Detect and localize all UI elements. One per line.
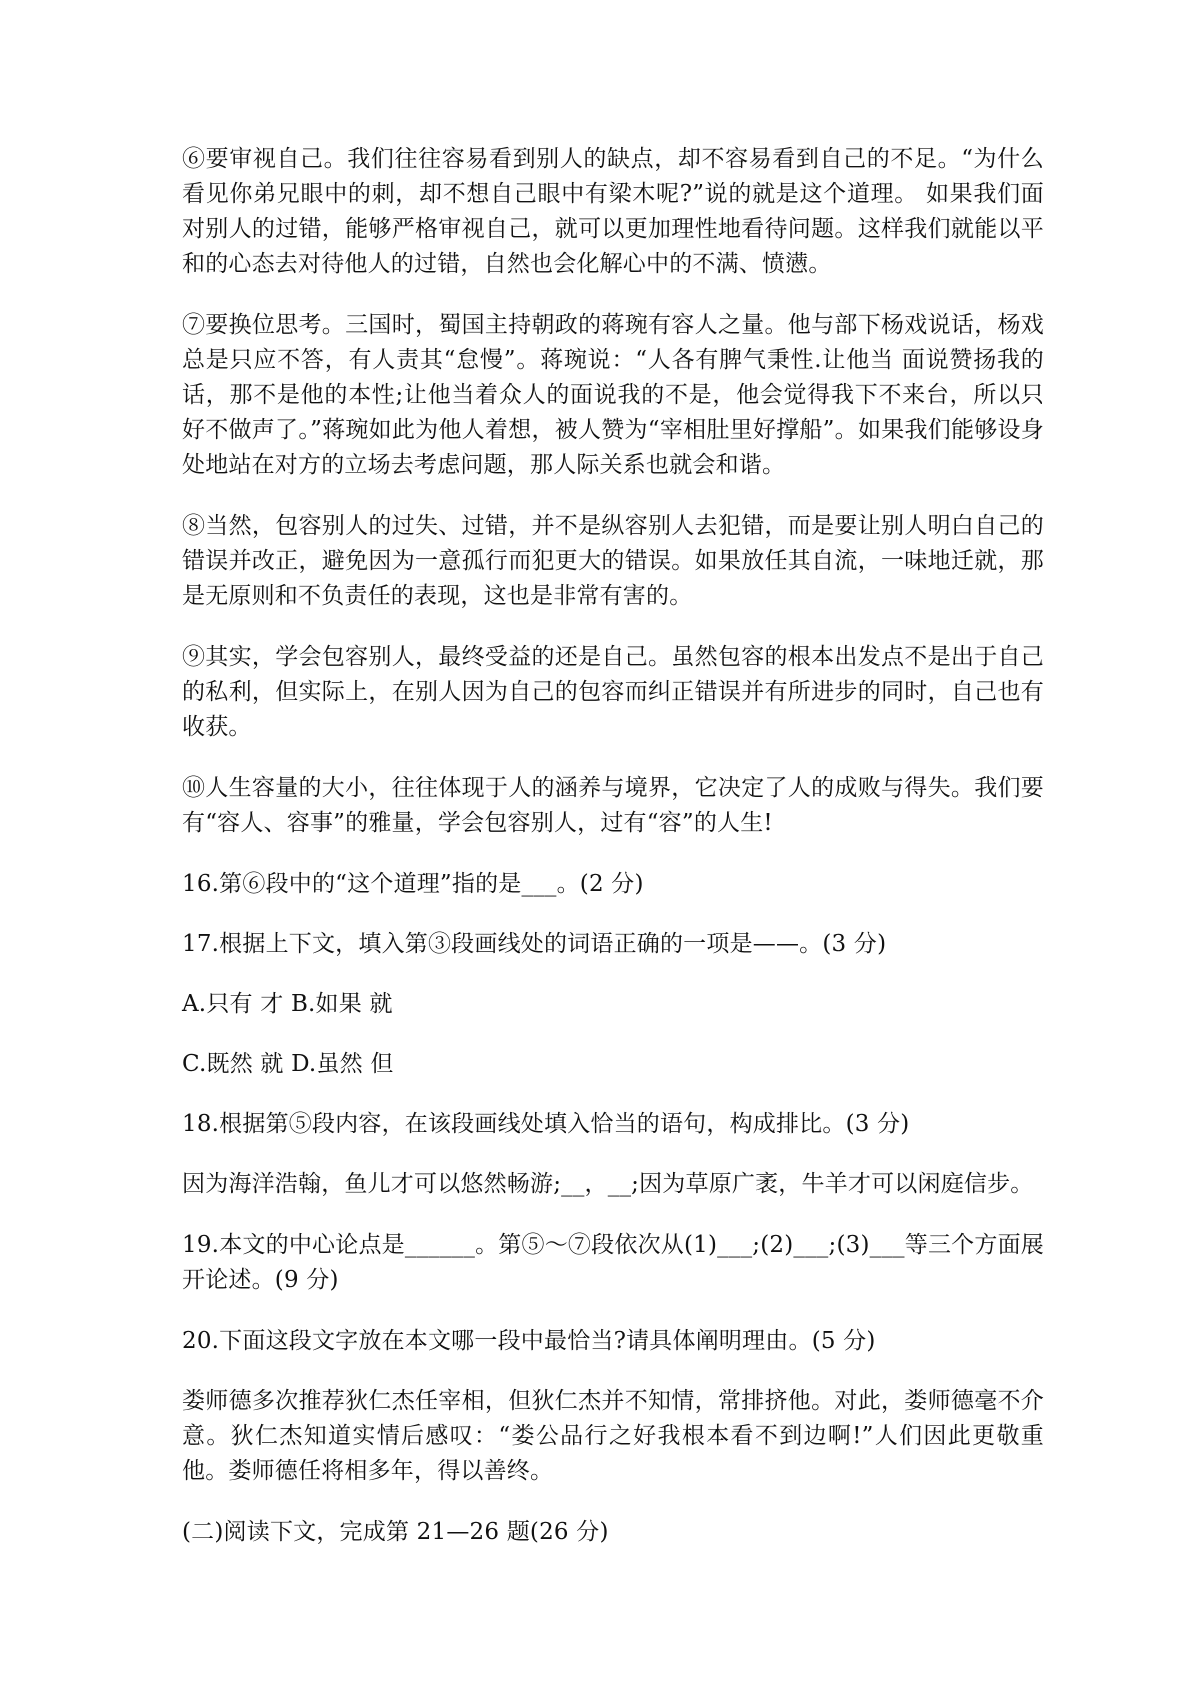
document-page bbox=[182, 142, 1044, 1575]
question-18: 18.根据第⑤段内容，在该段画线处填入恰当的语句，构成排比。(3 分) bbox=[182, 1111, 910, 1137]
question-17-options-ab: A.只有 才 B.如果 就 bbox=[182, 991, 393, 1017]
question-16: 16.第⑥段中的“这个道理”指的是___。(2 分) bbox=[182, 871, 644, 897]
question-20-passage: 娄师德多次推荐狄仁杰任宰相，但狄仁杰并不知情，常排挤他。对此，娄师德毫不介意。狄仁杰知道实情后感叹：“娄公品行之好我根本看不到边啊!”人们因此更敬重他。娄师德任将相多年，得以善终。 bbox=[182, 1388, 1044, 1484]
question-18-sentence: 因为海洋浩翰，鱼儿才可以悠然畅游;__，__;因为草原广袤，牛羊才可以闲庭信步。 bbox=[182, 1171, 1034, 1197]
question-17-options-cd: C.既然 就 D.虽然 但 bbox=[182, 1051, 394, 1077]
paragraph-7: ⑦要换位思考。三国时，蜀国主持朝政的蒋琬有容人之量。他与部下杨戏说话，杨戏总是只应不答，有人责其“怠慢”。蒋琬说：“人各有脾气秉性.让他当 面说赞扬我的话，那不是他的本性;让他当着众人的面说我的不是，他会觉得我下不来台，所以只好不做声了。”蒋琬如此为他人着想，被人赞为“宰相肚里好撑船”。如果我们能够设身处地站在对方的立场去考虑问题，那人际关系也就会和谐。 bbox=[182, 312, 1044, 478]
question-20: 20.下面这段文字放在本文哪一段中最恰当?请具体阐明理由。(5 分) bbox=[182, 1328, 876, 1354]
section-two-heading: (二)阅读下文，完成第 21—26 题(26 分) bbox=[182, 1519, 609, 1545]
paragraph-6: ⑥要审视自己。我们往往容易看到别人的缺点，却不容易看到自己的不足。“为什么看见你弟兄眼中的刺，却不想自己眼中有梁木呢?”说的就是这个道理。 如果我们面对别人的过错，能够严格审视自己，就可以更加理性地看待问题。这样我们就能以平和的心态去对待他人的过错，自然也会化解心中的不满、愤懑。 bbox=[182, 146, 1044, 277]
question-19: 19.本文的中心论点是______。第⑤～⑦段依次从(1)___;(2)___;(3)___等三个方面展开论述。(9 分) bbox=[182, 1232, 1044, 1293]
paragraph-10: ⑩人生容量的大小，往往体现于人的涵养与境界，它决定了人的成败与得失。我们要有“容人、容事”的雅量，学会包容别人，过有“容”的人生! bbox=[182, 775, 1044, 836]
paragraph-9: ⑨其实，学会包容别人，最终受益的还是自己。虽然包容的根本出发点不是出于自己的私利，但实际上，在别人因为自己的包容而纠正错误并有所进步的同时，自己也有收获。 bbox=[182, 644, 1044, 740]
question-17: 17.根据上下文，填入第③段画线处的词语正确的一项是——。(3 分) bbox=[182, 931, 887, 957]
paragraph-8: ⑧当然，包容别人的过失、过错，并不是纵容别人去犯错，而是要让别人明白自己的错误并改正，避免因为一意孤行而犯更大的错误。如果放任其自流，一味地迁就，那是无原则和不负责任的表现，这也是非常有害的。 bbox=[182, 513, 1044, 609]
